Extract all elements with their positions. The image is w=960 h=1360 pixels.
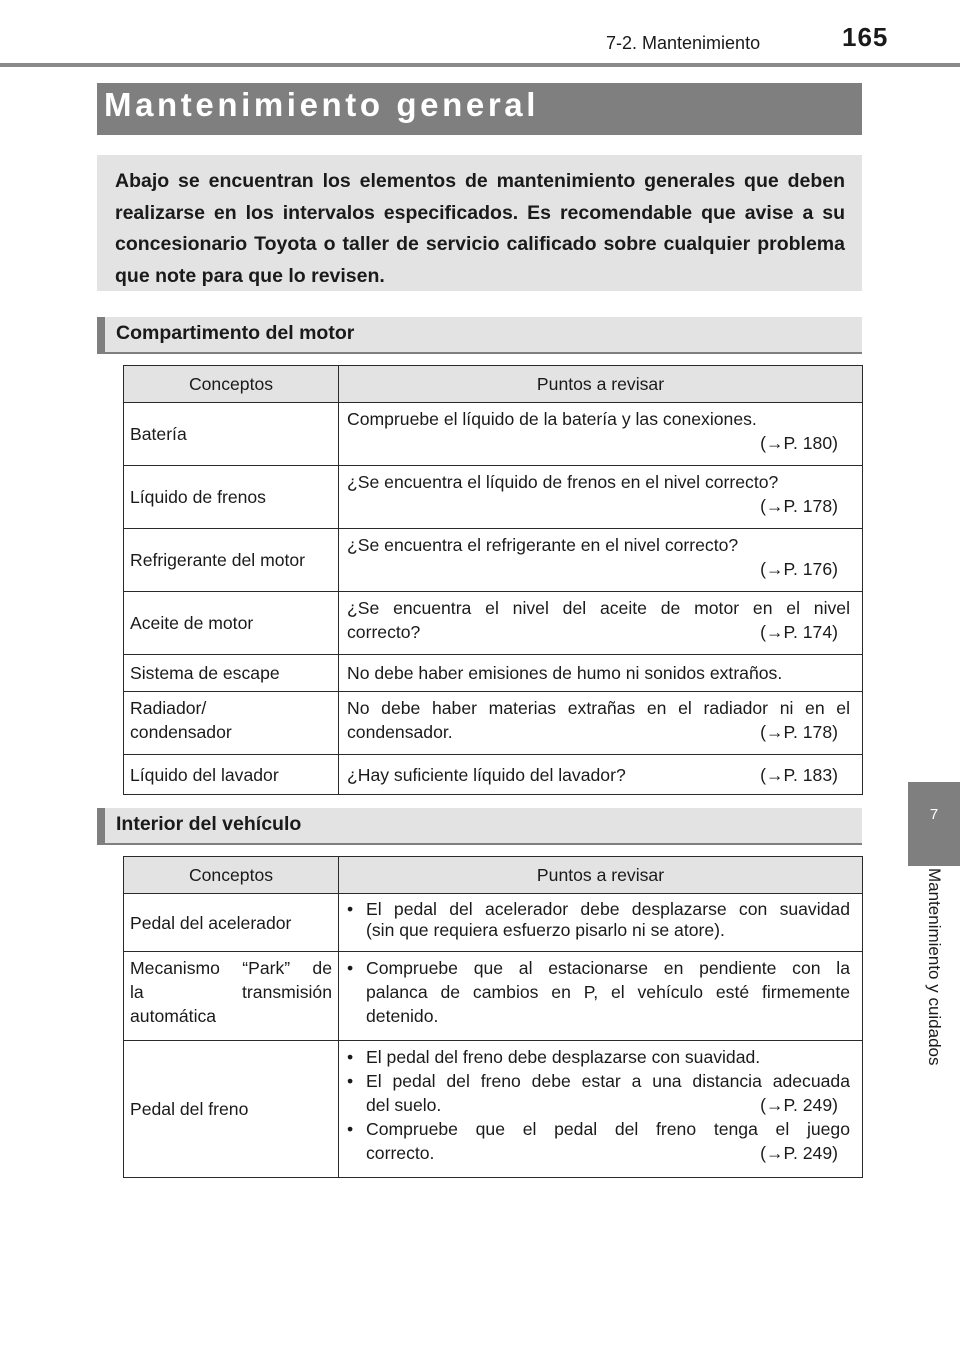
bullet-glyph: • xyxy=(347,1119,354,1139)
table-row xyxy=(124,894,863,952)
row-check: No debe haber emisiones de humo ni sonidos extraños. xyxy=(339,655,863,692)
page-title: Mantenimiento general xyxy=(104,86,539,123)
intro-box xyxy=(97,155,862,291)
page-reference: (→P. 249) xyxy=(760,1143,838,1163)
page-reference: (→P. 183) xyxy=(760,764,838,785)
list-item: • El pedal del freno debe desplazarse con suavidad. xyxy=(347,1047,761,1067)
table-header-row xyxy=(124,857,863,894)
table-row xyxy=(124,466,863,529)
row-item: Pedal del acelerador xyxy=(124,894,339,952)
row-item: Radiador/ condensador xyxy=(124,692,339,755)
table-row xyxy=(124,529,863,592)
table-row xyxy=(124,1041,863,1178)
page-reference: (→P. 180) xyxy=(760,433,838,453)
chapter-tab-number: 7 xyxy=(929,806,939,823)
table-row xyxy=(124,755,863,795)
intro-text: Abajo se encuentran los elementos de mantenimiento generales que deben realizarse en los intervalos especificados. Es recomendable que avise a su concesionario Toyota o taller de servicio calificado sobre cualquier problema que note para que lo revisen. xyxy=(115,170,845,287)
column-header-check: Puntos a revisar xyxy=(339,857,863,894)
list-item: • El pedal del acelerador debe desplazarse con suavidad (sin que requiera esfuerzo pisarlo ni se atore). xyxy=(347,899,850,940)
row-check: Compruebe el líquido de la batería y las conexiones. (→P. 180) xyxy=(339,403,863,466)
row-item: Refrigerante del motor xyxy=(124,529,339,592)
row-check: ¿Se encuentra el refrigerante en el nivel correcto? (→P. 176) xyxy=(339,529,863,592)
bullet-glyph: • xyxy=(347,958,354,978)
page-number: 165 xyxy=(842,22,889,52)
table-row xyxy=(124,952,863,1041)
row-item: Pedal del freno xyxy=(124,1041,339,1178)
column-header-item: Conceptos xyxy=(124,366,339,403)
chapter-side-label-text: Mantenimiento y cuidados xyxy=(925,868,944,1066)
table-row xyxy=(124,655,863,692)
section-heading-interior-text: Interior del vehículo xyxy=(116,813,302,835)
row-item: Aceite de motor xyxy=(124,592,339,655)
row-item: Batería xyxy=(124,403,339,466)
bullet-glyph: • xyxy=(347,899,354,919)
page-reference: (→P. 176) xyxy=(760,559,838,579)
page-reference: (→P. 174) xyxy=(760,622,838,642)
section-heading-engine xyxy=(97,317,862,354)
header-rule xyxy=(0,63,960,67)
table-row xyxy=(124,692,863,755)
row-item: Sistema de escape xyxy=(124,655,339,692)
chapter-tab[interactable] xyxy=(908,782,960,866)
interior-table xyxy=(123,856,863,1178)
page-reference: (→P. 178) xyxy=(760,496,838,516)
row-check xyxy=(339,952,863,1041)
column-header-check: Puntos a revisar xyxy=(339,366,863,403)
list-item: • Compruebe que al estacionarse en pendiente con la palanca de cambios en P, el vehículo esté firmemente detenido. xyxy=(347,958,850,1026)
row-item: Líquido del lavador xyxy=(124,755,339,795)
bullet-glyph: • xyxy=(347,1071,354,1091)
table-row xyxy=(124,592,863,655)
list-item: • El pedal del freno debe estar a una distancia adecuada del suelo. (→P. 249) xyxy=(347,1071,850,1115)
chapter-side-label xyxy=(922,868,946,1098)
table-row xyxy=(124,403,863,466)
row-item: Líquido de frenos xyxy=(124,466,339,529)
row-check: No debe haber materias extrañas en el radiador ni en el condensador. (→P. 178) xyxy=(339,692,863,755)
engine-table xyxy=(123,365,863,795)
row-check: ¿Hay suficiente líquido del lavador? (→P. 183) xyxy=(339,755,863,795)
running-header-section: 7-2. Mantenimiento xyxy=(606,33,761,53)
row-check xyxy=(339,1041,863,1178)
page-reference: (→P. 178) xyxy=(760,722,838,742)
row-check: ¿Se encuentra el líquido de frenos en el nivel correcto? (→P. 178) xyxy=(339,466,863,529)
section-heading-engine-text: Compartimento del motor xyxy=(116,322,355,344)
list-item: • Compruebe que el pedal del freno tenga el juego correcto. (→P. 249) xyxy=(347,1119,850,1163)
column-header-item: Conceptos xyxy=(124,857,339,894)
page-reference: (→P. 249) xyxy=(760,1095,838,1115)
row-check: ¿Se encuentra el nivel del aceite de motor en el nivel correcto? (→P. 174) xyxy=(339,592,863,655)
section-heading-interior xyxy=(97,808,862,845)
bullet-glyph: • xyxy=(347,1047,354,1067)
row-check xyxy=(339,894,863,952)
table-header-row xyxy=(124,366,863,403)
row-item: Mecanismo “Park” de la transmisión automática xyxy=(124,952,339,1041)
